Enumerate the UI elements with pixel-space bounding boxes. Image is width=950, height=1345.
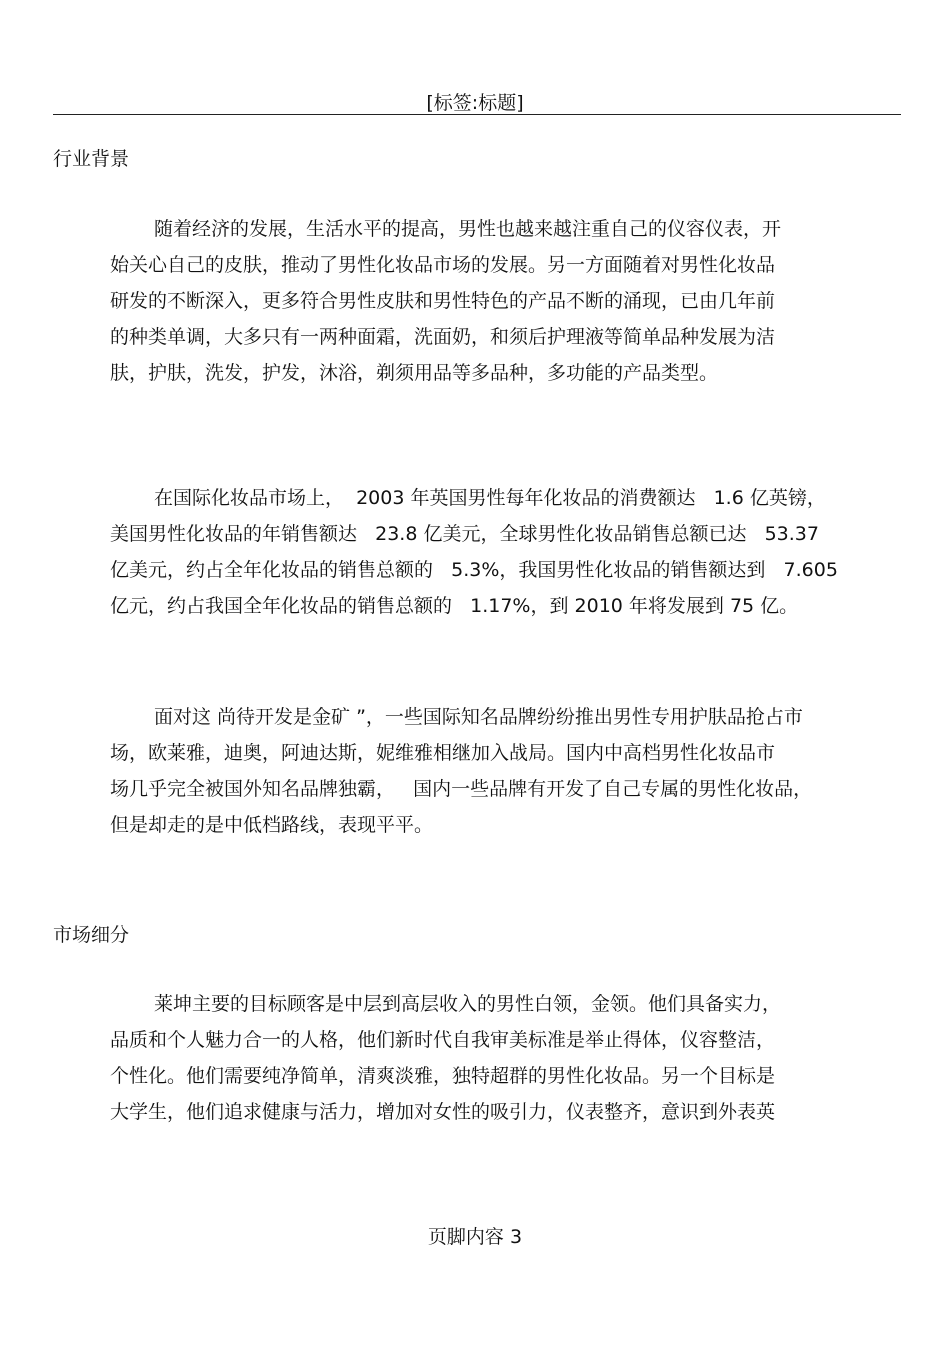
text-line: 在国际化妆品市场上， 2003 年英国男性每年化妆品的消费额达 1.6 亿英镑， [154, 487, 826, 509]
page-header-title: [标签:标题] [426, 92, 524, 114]
paragraph-industry-1 [110, 211, 900, 391]
text-line: 研发的不断深入，更多符合男性皮肤和男性特色的产品不断的涌现，已由几年前 [110, 290, 776, 312]
paragraph-market-1 [110, 986, 900, 1130]
header-divider [53, 114, 901, 115]
text-line: 场几乎完全被国外知名品牌独霸， 国内一些品牌有开发了自己专属的男性化妆品， [110, 778, 813, 800]
section-heading-market-segmentation: 市场细分 [53, 924, 130, 946]
text-line: 亿元，约占我国全年化妆品的销售总额的 1.17%，到 2010 年将发展到 75 亿。 [110, 595, 799, 617]
text-line: 莱坤主要的目标顾客是中层到高层收入的男性白领，金领。他们具备实力， [154, 993, 782, 1015]
text-line: 但是却走的是中低档路线，表现平平。 [110, 814, 434, 836]
text-line: 美国男性化妆品的年销售额达 23.8 亿美元，全球男性化妆品销售总额已达 53.37 [110, 523, 819, 545]
paragraph-industry-2 [110, 480, 900, 624]
text-line: 亿美元，约占全年化妆品的销售总额的 5.3%，我国男性化妆品的销售额达到 7.605 [110, 559, 838, 581]
paragraph-industry-3 [110, 699, 900, 843]
text-line: 肤，护肤，洗发，护发，沐浴，剃须用品等多品种，多功能的产品类型。 [110, 362, 719, 384]
text-line: 始关心自己的皮肤，推动了男性化妆品市场的发展。另一方面随着对男性化妆品 [110, 254, 776, 276]
text-line: 个性化。他们需要纯净简单，清爽淡雅，独特超群的男性化妆品。另一个目标是 [110, 1065, 776, 1087]
text-line: 随着经济的发展，生活水平的提高，男性也越来越注重自己的仪容仪表，开 [154, 218, 782, 240]
text-line: 面对这 尚待开发是金矿 ”，一些国际知名品牌纷纷推出男性专用护肤品抢占市 [154, 706, 803, 728]
text-line: 大学生，他们追求健康与活力，增加对女性的吸引力，仪表整齐，意识到外表英 [110, 1101, 776, 1123]
text-line: 品质和个人魅力合一的人格，他们新时代自我审美标准是举止得体，仪容整洁， [110, 1029, 776, 1051]
text-line: 场，欧莱雅，迪奥，阿迪达斯，妮维雅相继加入战局。国内中高档男性化妆品市 [110, 742, 776, 764]
text-line: 的种类单调，大多只有一两种面霜，洗面奶，和须后护理液等简单品种发展为洁 [110, 326, 776, 348]
page-footer: 页脚内容 3 [427, 1226, 523, 1248]
section-heading-industry-background: 行业背景 [53, 148, 130, 170]
